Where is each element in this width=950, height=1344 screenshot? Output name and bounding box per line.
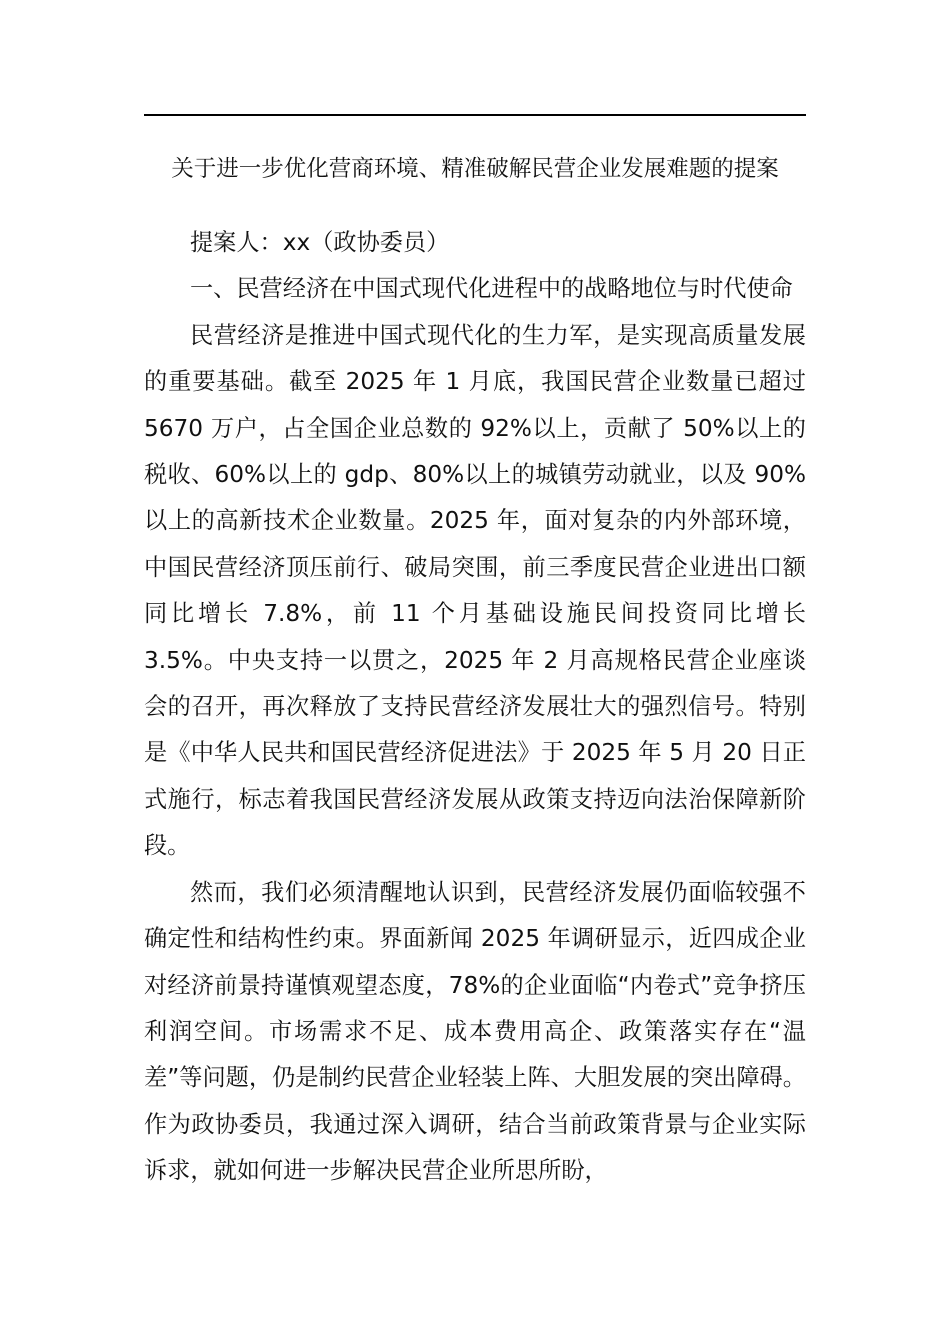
body-paragraph: 民营经济是推进中国式现代化的生力军，是实现高质量发展的重要基础。截至 2025 年 1 月底，我国民营企业数量已超过 5670 万户，占全国企业总数的 92%以上，贡献了 50%以上的税收、60%以上的 gdp、80%以上的城镇劳动就业，以及 90%以上的高新技术企业数量。2025 年，面对复杂的内外部环境，中国民营经济顶压前行、破局突围，前三季度民营企业进出口额同比增长 7.8%，前 11 个月基础设施民间投资同比增长 3.5%。中央支持一以贯之，2025 年 2 月高规格民营企业座谈会的召开，再次释放了支持民营经济发展壮大的强烈信号。特别是《中华人民共和国民营经济促进法》于 2025 年 5 月 20 日正式施行，标志着我国民营经济发展从政策支持迈向法治保障新阶段。 [144, 321, 806, 860]
proposer-line: 提案人：xx（政协委员） [190, 229, 450, 256]
body-paragraph: 然而，我们必须清醒地认识到，民营经济发展仍面临较强不确定性和结构性约束。界面新闻 2025 年调研显示，近四成企业对经济前景持谨慎观望态度，78%的企业面临“内卷式”竞争挤压利润空间。市场需求不足、成本费用高企、政策落实存在“温差”等问题，仍是制约民营企业轻装上阵、大胆发展的突出障碍。作为政协委员，我通过深入调研，结合当前政策背景与企业实际诉求，就如何进一步解决民营企业所思所盼， [144, 878, 806, 1185]
header-rule [144, 114, 806, 116]
document-body [144, 146, 806, 1195]
section-heading: 一、民营经济在中国式现代化进程中的战略地位与时代使命 [190, 275, 793, 303]
document-title: 关于进一步优化营商环境、精准破解民营企业发展难题的提案 [171, 156, 779, 182]
